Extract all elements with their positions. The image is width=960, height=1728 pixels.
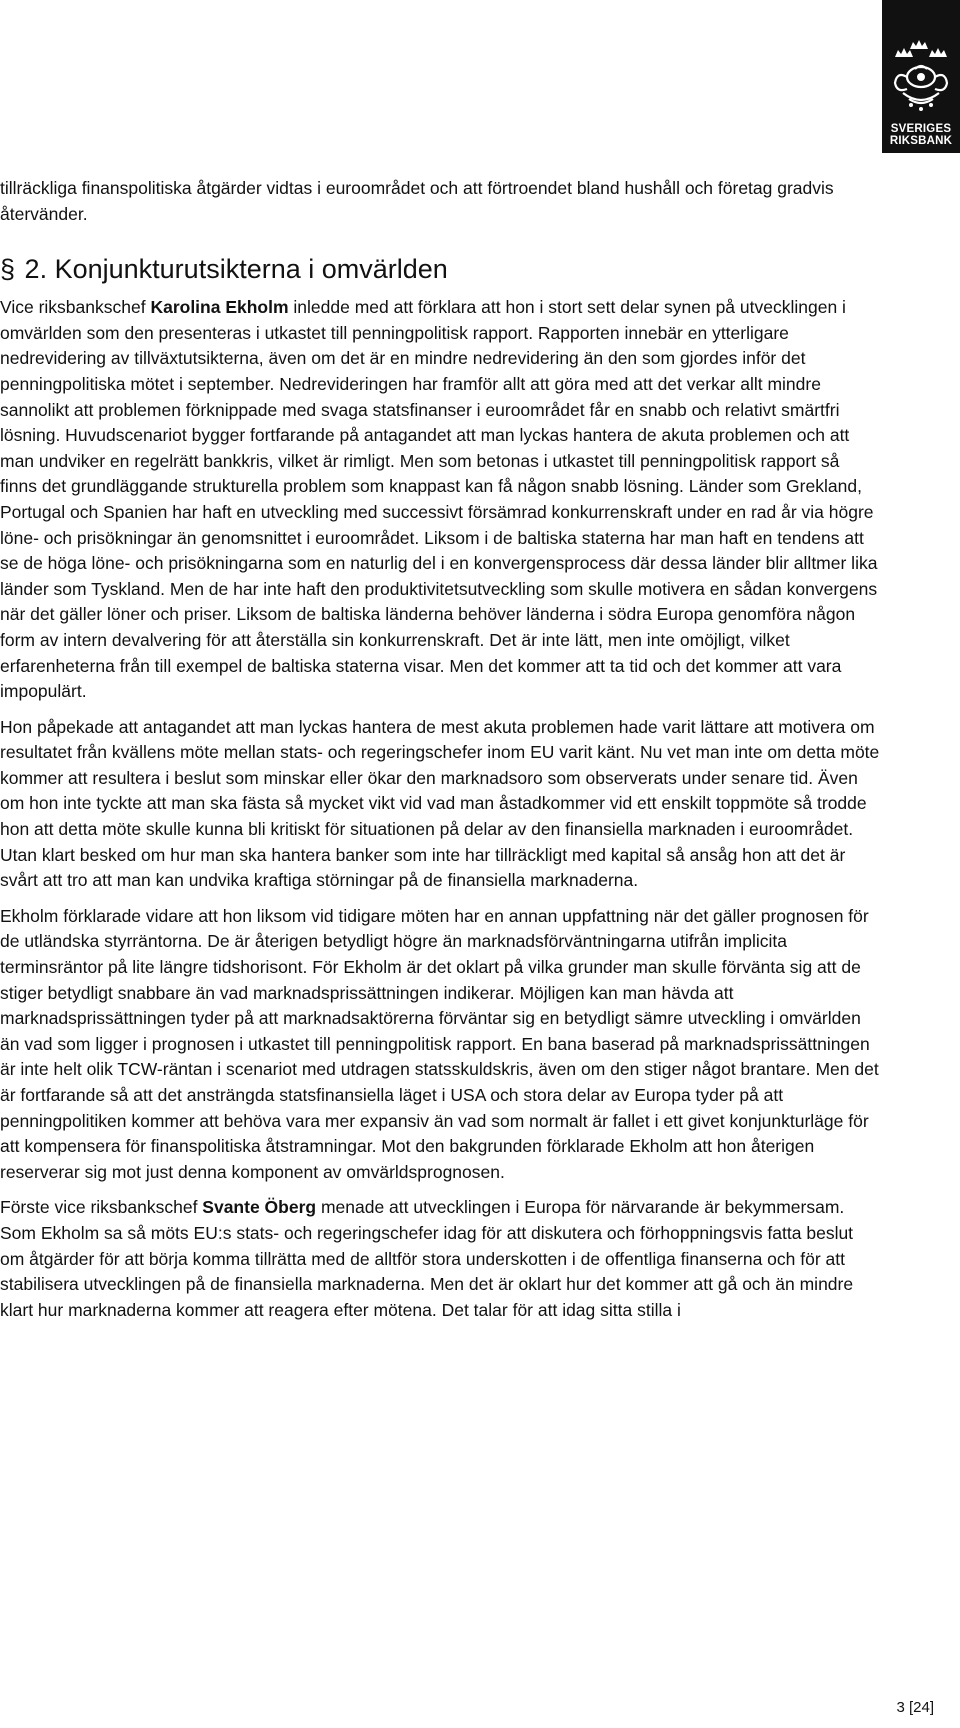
paragraph-ekholm-intro — [0, 295, 880, 705]
page-number: 3 [24] — [896, 1699, 934, 1716]
intro-paragraph: tillräckliga finanspolitiska åtgärder vidtas i euroområdet och att förtroendet bland hushåll och företag gradvis återvänder. — [0, 178, 834, 224]
paragraph-text: inledde med att förklara att hon i stort sett delar synen på utvecklingen i omvärlden som den presenteras i utkastet till penningpolitisk rapport. Rapporten innebär en ytterligare nedrevidering av tillväxtutsikterna, även om det är en mindre nedrevidering än den som gjordes inför det penningpolitiska mötet i september. Nedrevideringen har framför allt att göra med att det verkar allt mindre sannolikt att problemen förknippade med svaga statsfinanser i euroområdet får en snabb och relativt smärtfri lösning. Huvudscenariot bygger fortfarande på antagandet att man lyckas hantera de akuta problemen och att man undviker en regelrätt bankkris, vilket är rimligt. Men som betonas i utkastet till penningpolitisk rapport så finns det grundläggande strukturella problem som knappast kan få någon snabb lösning. Länder som Grekland, Portugal och Spanien har haft en utveckling med successivt försämrad konkurrenskraft under en rad år via högre löne- och prisökningar än genomsnittet i euroområdet. Liksom i de baltiska staterna har man haft en tendens att se de höga löne- och prisökningarna som en naturlig del i en konvergensprocess där dessa länder blir alltmer lika länder som Tyskland. Men de har inte haft den produktivitetsutveckling som skulle motivera en sådan konvergens när det gäller löner och priser. Liksom de baltiska länderna behöver länderna i södra Europa genomföra någon form av intern devalvering för att återställa sin konkurrenskraft. Det är inte lätt, men inte omöjligt, vilket erfarenheterna från till exempel de baltiska staterna visar. Men det kommer att ta tid och det kommer att vara impopulärt. — [0, 297, 878, 702]
section-symbol: § — [0, 254, 16, 285]
logo-wordmark-line2: RIKSBANK — [889, 135, 953, 147]
document-body — [0, 176, 880, 1333]
crowned-crest-icon — [889, 37, 953, 121]
logo-wordmark-line1: SVERIGES — [890, 123, 952, 135]
paragraph-ekholm-summit: Hon påpekade att antagandet att man lyckas hantera de mest akuta problemen hade varit lättare att motivera om resultatet från kvällens möte mellan stats- och regeringschefer inom EU varit känt. Nu vet man inte om detta möte kommer att resultera i beslut som minskar eller ökar den marknadsoro som observerats under senare tid. Även om hon inte tyckte att man ska fästa så mycket vikt vid vad man åstadkommer vid ett enskilt toppmöte så trodde hon att detta möte skulle kunna bli kritiskt för situationen på delar av den finansiella marknaden i euroområdet. Utan klart besked om hur man ska hantera banker som inte har tillräckligt med kapital så ansåg hon att det är svårt att tro att man kan undvika kraftiga störningar på de finansiella marknaderna. — [0, 716, 880, 891]
paragraph-text: menade att utvecklingen i Europa för närvarande är bekymmersam. Som Ekholm sa så möts EU:s stats- och regeringschefer idag för att diskutera och förhoppningsvis fatta beslut om åtgärder för att börja komma tillrätta med de alltför stora underskotten i de offentliga finanserna och för att stabilisera utvecklingen på de finansiella marknaderna. Men det är oklart hur det kommer att gå och än mindre klart hur marknaderna kommer att reagera efter mötena. Det talar för att idag sitta stilla i — [0, 1197, 854, 1320]
riksbank-logo — [882, 0, 960, 153]
paragraph-oberg — [0, 1195, 880, 1323]
section-title: Konjunkturutsikterna i omvärlden — [54, 254, 448, 285]
speaker-name: Karolina Ekholm — [150, 297, 289, 318]
paragraph-text: Vice riksbankschef — [0, 297, 151, 318]
section-number: 2. — [24, 254, 48, 285]
paragraph-ekholm-rates: Ekholm förklarade vidare att hon liksom vid tidigare möten har en annan uppfattning när det gäller prognosen för de utländska styrräntorna. De är återigen betydligt högre än marknadsförväntningarna utifrån implicita terminsräntor på lite längre tidshorisont. För Ekholm är det oklart på vilka grunder man skulle förvänta sig att de stiger betydligt snabbare än vad marknadsprissättningen indikerar. Möjligen kan man hävda att marknadsprissättningen tyder på att marknadsaktörerna förväntar sig en betydligt sämre utveckling i omvärlden än vad som ligger i prognosen i utkastet till penningpolitisk rapport. En bana baserad på marknadsprissättningen är inte helt olik TCW-räntan i scenariot med utdragen statsskuldskris, även om den stiger något brantare. Men det är fortfarande så att det ansträngda statsfinansiella läget i USA och stora delar av Europa tyder på att penningpolitiken kommer att behöva vara mer expansiv än vad som normalt är fallet i ett givet konjunkturläge för att kompensera för finanspolitiska åtstramningar. Mot den bakgrunden förklarade Ekholm att hon återigen reserverar sig mot just denna komponent av omvärldsprognosen. — [0, 905, 879, 1182]
paragraph-text: Förste vice riksbankschef — [0, 1197, 203, 1218]
speaker-name: Svante Öberg — [202, 1197, 317, 1218]
section-heading — [0, 253, 880, 285]
